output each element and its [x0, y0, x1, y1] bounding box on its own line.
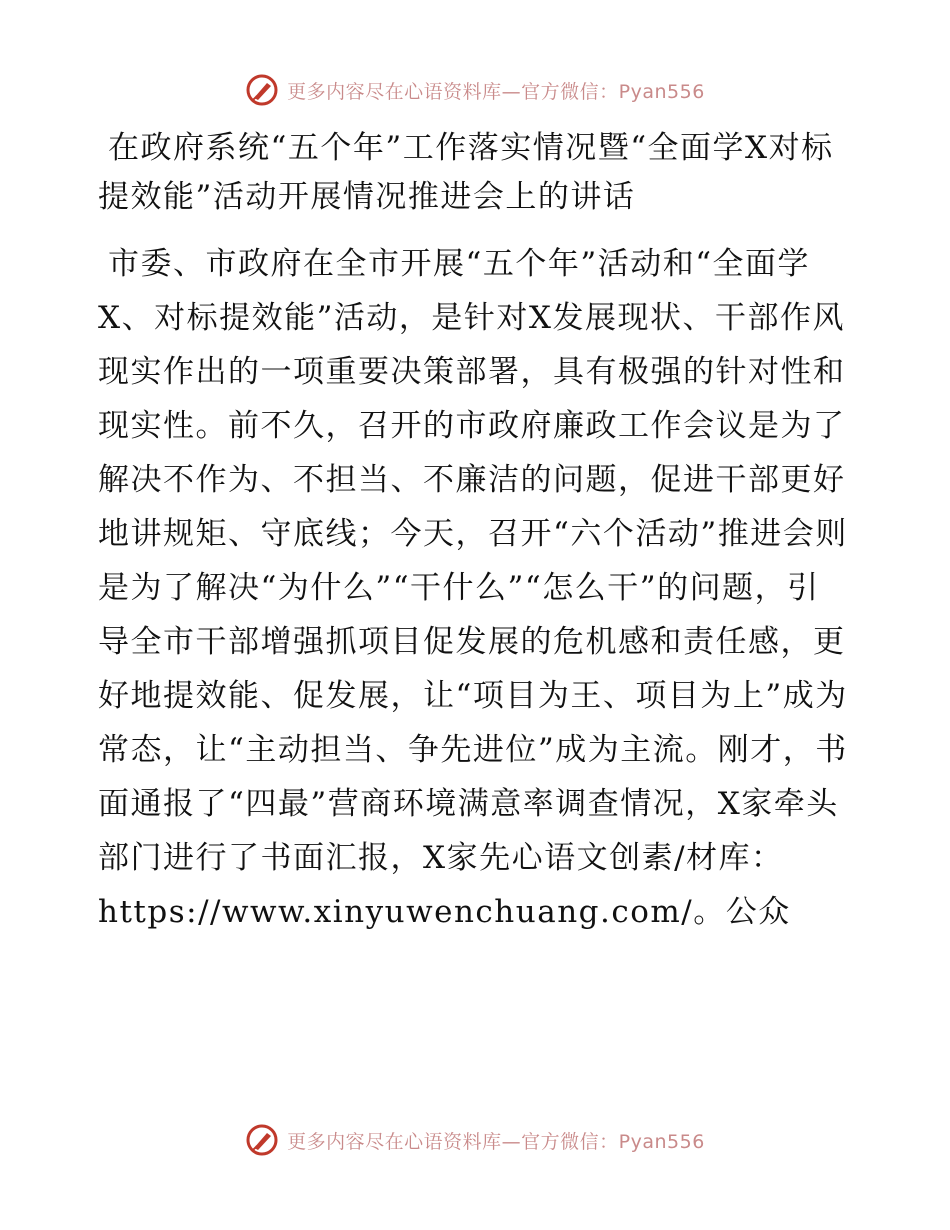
watermark-text: 更多内容尽在心语资料库—官方微信：Pyan556 [287, 80, 705, 103]
document-body [98, 124, 850, 939]
quill-logo-icon [245, 1123, 279, 1157]
header-watermark [0, 70, 950, 110]
document-title: 在政府系统“五个年”工作落实情况暨“全面学X对标提效能”活动开展情况推进会上的讲话 [98, 130, 834, 215]
body-paragraph: 市委、市政府在全市开展“五个年”活动和“全面学X、对标提效能”活动，是针对X发展现状、干部作风现实作出的一项重要决策部署，具有极强的针对性和现实性。前不久，召开的市政府廉政工作会议是为了解决不作为、不担当、不廉洁的问题，促进干部更好地讲规矩、守底线；今天，召开“六个活动”推进会则是为了解决“为什么”“干什么”“怎么干”的问题，引导全市干部增强抓项目促发展的危机感和责任感，更好地提效能、促发展，让“项目为王、项目为上”成为常态，让“主动担当、争先进位”成为主流。刚才，书面通报了“四最”营商环境满意率调查情况，X家牵头部门进行了书面汇报，X家先心语文创素/材库：https://www.xinyuwenchuang.com/。公众 [98, 246, 848, 930]
footer-watermark [0, 1120, 950, 1160]
watermark-text: 更多内容尽在心语资料库—官方微信：Pyan556 [287, 1130, 705, 1153]
quill-logo-icon [245, 73, 279, 107]
